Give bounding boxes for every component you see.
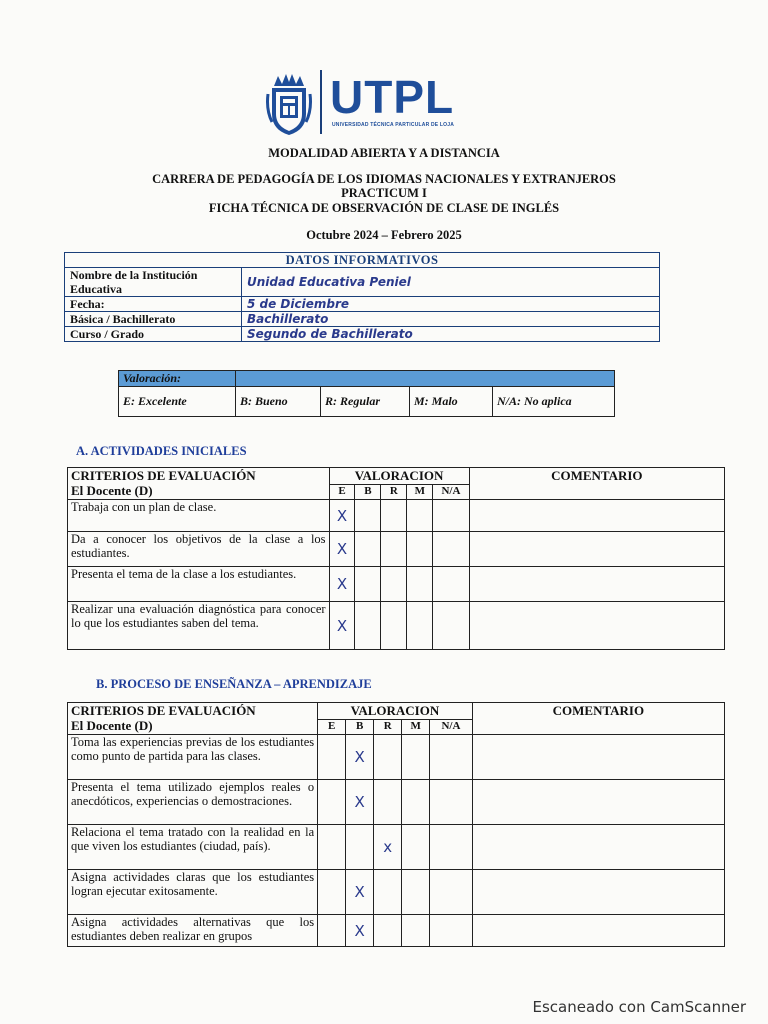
info-value-fecha: 5 de Diciembre	[242, 297, 660, 312]
info-label: Nombre de la Institución Educativa	[65, 268, 242, 297]
heading-ficha: FICHA TÉCNICA DE OBSERVACIÓN DE CLASE DE INGLÉS	[208, 201, 560, 215]
rating-cell-b[interactable]	[355, 532, 381, 567]
valoracion-title: Valoración:	[119, 371, 236, 387]
rating-cell-r[interactable]	[381, 532, 407, 567]
info-title: DATOS INFORMATIVOS	[65, 253, 660, 268]
valoracion-header: VALORACION	[329, 468, 469, 485]
rating-cell-m[interactable]	[407, 567, 433, 602]
logo-divider	[320, 70, 322, 134]
rating-cell-m[interactable]	[407, 532, 433, 567]
rating-cell-b[interactable]: X	[346, 735, 374, 780]
rating-cell-e[interactable]: X	[329, 532, 355, 567]
heading-practicum: PRACTICUM I	[341, 186, 427, 200]
col-header: N/A	[433, 485, 469, 500]
rating-cell-e[interactable]	[318, 825, 346, 870]
col-header: M	[402, 720, 430, 735]
criteria-row	[68, 532, 725, 567]
rating-cell-m[interactable]	[407, 602, 433, 650]
criteria-row	[68, 602, 725, 650]
valoracion-option: B: Bueno	[236, 387, 321, 417]
rating-cell-na[interactable]	[430, 825, 473, 870]
rating-cell-b[interactable]: X	[346, 915, 374, 947]
comentario-header: COMENTARIO	[472, 703, 724, 735]
info-label: Curso / Grado	[65, 327, 242, 342]
university-crest-icon	[266, 74, 312, 136]
rating-cell-na[interactable]	[433, 602, 469, 650]
valoracion-option: R: Regular	[321, 387, 410, 417]
col-header: B	[355, 485, 381, 500]
rating-cell-r[interactable]	[374, 870, 402, 915]
rating-cell-b[interactable]	[355, 567, 381, 602]
docente-header: El Docente (D)	[71, 483, 153, 498]
criteria-text: Da a conocer los objetivos de la clase a los estudiantes.	[68, 532, 330, 567]
info-table	[64, 252, 660, 342]
criteria-row	[68, 915, 725, 947]
rating-cell-r[interactable]	[381, 602, 407, 650]
rating-cell-m[interactable]	[402, 915, 430, 947]
rating-cell-e[interactable]	[318, 870, 346, 915]
comment-cell[interactable]	[472, 735, 724, 780]
scanner-watermark: Escaneado con CamScanner	[532, 998, 746, 1016]
rating-cell-m[interactable]	[402, 780, 430, 825]
rating-cell-e[interactable]	[318, 780, 346, 825]
criteria-header: CRITERIOS DE EVALUACIÓN	[71, 468, 256, 483]
criteria-text: Asigna actividades claras que los estudiantes logran ejecutar exitosamente.	[68, 870, 318, 915]
valoracion-header: VALORACION	[318, 703, 473, 720]
criteria-row	[68, 735, 725, 780]
criteria-table-b	[67, 702, 725, 947]
comment-cell[interactable]	[472, 870, 724, 915]
criteria-table-a	[67, 467, 725, 650]
section-a-title: A. ACTIVIDADES INICIALES	[76, 444, 247, 458]
rating-cell-b[interactable]	[355, 602, 381, 650]
rating-cell-na[interactable]	[430, 915, 473, 947]
docente-header: El Docente (D)	[71, 718, 153, 733]
rating-cell-na[interactable]	[430, 735, 473, 780]
rating-cell-na[interactable]	[433, 567, 469, 602]
comment-cell[interactable]	[472, 915, 724, 947]
rating-cell-na[interactable]	[430, 780, 473, 825]
rating-cell-r[interactable]	[381, 500, 407, 532]
rating-cell-r[interactable]: x	[374, 825, 402, 870]
rating-cell-e[interactable]: X	[329, 602, 355, 650]
rating-cell-e[interactable]: X	[329, 567, 355, 602]
rating-cell-b[interactable]	[346, 825, 374, 870]
criteria-text: Realizar una evaluación diagnóstica para conocer lo que los estudiantes saben del tema.	[68, 602, 330, 650]
section-b-title: B. PROCESO DE ENSEÑANZA – APRENDIZAJE	[96, 677, 372, 691]
rating-cell-m[interactable]	[407, 500, 433, 532]
col-header: E	[318, 720, 346, 735]
rating-cell-b[interactable]: X	[346, 870, 374, 915]
info-value-institucion: Unidad Educativa Peniel	[242, 268, 660, 297]
criteria-text: Asigna actividades alternativas que los estudiantes deben realizar en grupos	[68, 915, 318, 947]
rating-cell-r[interactable]	[374, 780, 402, 825]
comment-cell[interactable]	[469, 532, 724, 567]
heading-carrera: CARRERA DE PEDAGOGÍA DE LOS IDIOMAS NACIONALES Y EXTRANJEROS	[152, 172, 616, 186]
rating-cell-r[interactable]	[374, 735, 402, 780]
valoracion-legend	[118, 370, 615, 417]
criteria-row	[68, 780, 725, 825]
valoracion-option: N/A: No aplica	[493, 387, 615, 417]
valoracion-option: M: Malo	[410, 387, 493, 417]
comment-cell[interactable]	[469, 567, 724, 602]
rating-cell-na[interactable]	[433, 532, 469, 567]
comment-cell[interactable]	[472, 825, 724, 870]
rating-cell-r[interactable]	[381, 567, 407, 602]
criteria-row	[68, 870, 725, 915]
criteria-row	[68, 825, 725, 870]
criteria-header: CRITERIOS DE EVALUACIÓN	[71, 703, 256, 718]
col-header: B	[346, 720, 374, 735]
comment-cell[interactable]	[469, 500, 724, 532]
heading-modalidad: MODALIDAD ABIERTA Y A DISTANCIA	[268, 146, 500, 160]
rating-cell-e[interactable]: X	[329, 500, 355, 532]
rating-cell-b[interactable]: X	[346, 780, 374, 825]
col-header: E	[329, 485, 355, 500]
criteria-text: Presenta el tema de la clase a los estudiantes.	[68, 567, 330, 602]
rating-cell-m[interactable]	[402, 825, 430, 870]
col-header: R	[374, 720, 402, 735]
criteria-text: Relaciona el tema tratado con la realidad en la que viven los estudiantes (ciudad, país).	[68, 825, 318, 870]
brand-name: UTPL	[330, 71, 455, 123]
rating-cell-e[interactable]	[318, 735, 346, 780]
heading-period: Octubre 2024 – Febrero 2025	[306, 228, 462, 242]
criteria-text: Presenta el tema utilizado ejemplos reales o anecdóticos, experiencias o demostraciones.	[68, 780, 318, 825]
criteria-row	[68, 567, 725, 602]
rating-cell-r[interactable]	[374, 915, 402, 947]
info-label: Fecha:	[65, 297, 242, 312]
rating-cell-m[interactable]	[402, 735, 430, 780]
rating-cell-b[interactable]	[355, 500, 381, 532]
info-value-curso: Segundo de Bachillerato	[242, 327, 660, 342]
rating-cell-na[interactable]	[430, 870, 473, 915]
comentario-header: COMENTARIO	[469, 468, 724, 500]
comment-cell[interactable]	[472, 780, 724, 825]
rating-cell-e[interactable]	[318, 915, 346, 947]
comment-cell[interactable]	[469, 602, 724, 650]
col-header: M	[407, 485, 433, 500]
rating-cell-m[interactable]	[402, 870, 430, 915]
criteria-row	[68, 500, 725, 532]
utpl-logo	[266, 70, 466, 140]
info-value-nivel: Bachillerato	[242, 312, 660, 327]
criteria-text: Toma las experiencias previas de los estudiantes como punto de partida para las clases.	[68, 735, 318, 780]
col-header: R	[381, 485, 407, 500]
rating-cell-na[interactable]	[433, 500, 469, 532]
brand-subtitle: UNIVERSIDAD TÉCNICA PARTICULAR DE LOJA	[332, 122, 455, 128]
criteria-text: Trabaja con un plan de clase.	[68, 500, 330, 532]
valoracion-option: E: Excelente	[119, 387, 236, 417]
col-header: N/A	[430, 720, 473, 735]
info-label: Básica / Bachillerato	[65, 312, 242, 327]
